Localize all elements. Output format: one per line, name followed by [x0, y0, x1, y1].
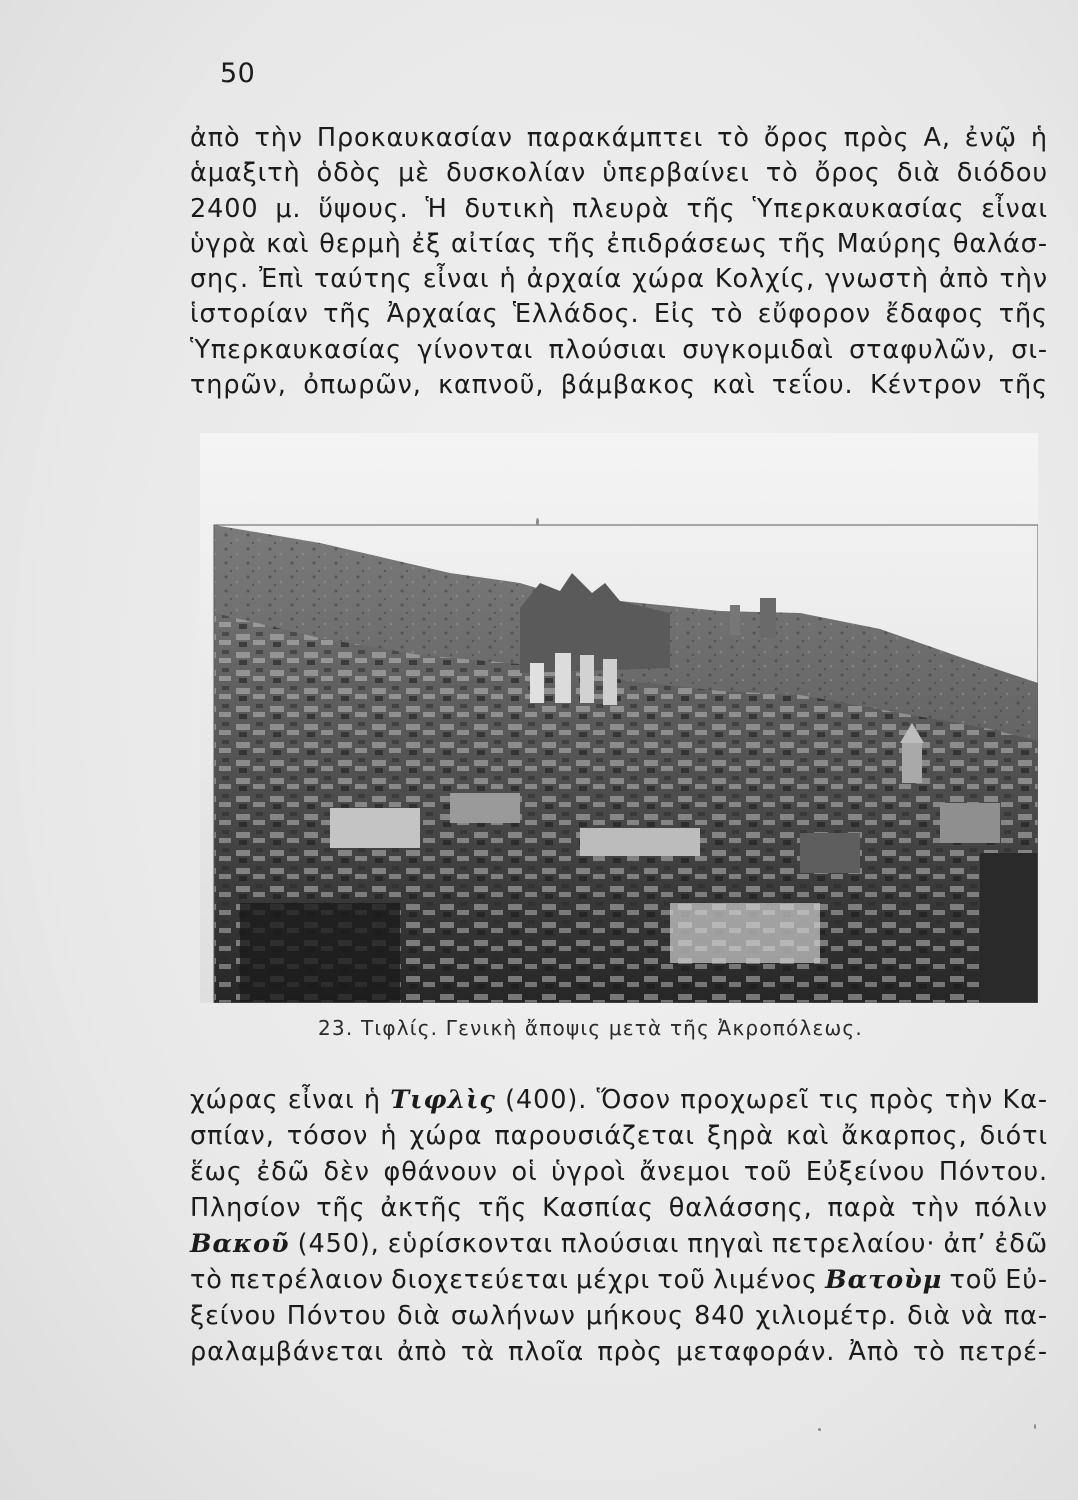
word: ξηρὰ	[707, 1121, 774, 1151]
word: ἀρχαία	[526, 264, 623, 295]
text-line	[190, 297, 1048, 332]
word: Κασπίας	[542, 1193, 654, 1223]
word: ἄκαρπος,	[841, 1121, 968, 1151]
text-line	[190, 1082, 1048, 1118]
word: ἐδῶ	[256, 1157, 310, 1187]
word: λιμένος	[713, 1265, 818, 1295]
word: πρὸς	[597, 1337, 664, 1367]
word: παρουσιάζεται	[494, 1121, 695, 1151]
page-number: 50	[220, 58, 256, 89]
word: χώρα	[409, 1121, 483, 1151]
word: τοῦ	[743, 1157, 793, 1187]
paragraph-bottom	[190, 1082, 1048, 1370]
word: δυτικὴ	[464, 193, 556, 224]
word: σωλήνων	[450, 1301, 576, 1331]
word: διόδου	[956, 158, 1048, 189]
photograph-image	[200, 433, 1038, 1003]
word: ἱστορίαν	[190, 299, 309, 330]
word: Κα-	[1002, 1085, 1048, 1115]
word: τῆς	[998, 299, 1048, 330]
word: ὄρος	[763, 123, 830, 153]
word: Ἀπὸ	[848, 1337, 900, 1367]
text-line	[190, 1118, 1048, 1154]
word: διὰ	[907, 1301, 951, 1331]
word: θαλάσσης,	[668, 1193, 813, 1223]
word: πλευρὰ	[572, 193, 670, 224]
word: βάμβακος	[560, 370, 696, 401]
word: τοῦ	[657, 1265, 706, 1295]
word: Τιφλὶς	[390, 1085, 496, 1115]
word: ὑπερβαίνει	[602, 158, 750, 189]
text-line	[190, 1154, 1048, 1190]
word: διὰ	[896, 158, 941, 189]
word: τῆς	[316, 1193, 366, 1223]
word: καὶ	[712, 370, 756, 401]
word: Εὐξείνου	[805, 1157, 926, 1187]
word: Πόντου	[286, 1301, 387, 1331]
word: (450),	[297, 1229, 380, 1259]
word: Βακοῦ	[190, 1229, 290, 1259]
word: 2400	[190, 193, 259, 224]
word: Βατοὺμ	[825, 1265, 943, 1295]
word: σης.	[190, 264, 249, 295]
word: μὲ	[398, 158, 430, 189]
word: πα-	[1003, 1301, 1048, 1331]
word: πετρέλαιον	[230, 1265, 384, 1295]
word: σταφυλῶν,	[849, 334, 996, 365]
word: θαλάσ-	[952, 228, 1048, 259]
word: Ἀρχαίας	[386, 299, 499, 330]
word: τεΐου.	[771, 370, 854, 401]
paper-speck	[536, 518, 539, 526]
word: τὸ	[717, 123, 750, 153]
word: Ἑλλάδος.	[512, 299, 640, 330]
word: φθάνουν	[383, 1157, 498, 1187]
word: μ.	[275, 193, 302, 224]
text-line	[190, 1190, 1048, 1226]
text-line	[190, 121, 1048, 156]
word: ἕως	[190, 1157, 243, 1187]
word: σπίαν,	[190, 1121, 275, 1151]
word: ἐπιδράσεως	[606, 228, 769, 259]
word: τόσον	[286, 1121, 369, 1151]
word: προχωρεῖ	[680, 1085, 810, 1115]
word: θερμὴ	[319, 228, 402, 259]
word: τοῦ	[949, 1265, 998, 1295]
word: ἐξ	[411, 228, 442, 259]
word: πρὸς	[843, 123, 910, 153]
text-line	[190, 262, 1048, 297]
word: ἡ	[380, 1121, 398, 1151]
word: ταύτης	[313, 264, 413, 295]
word: τις	[818, 1085, 861, 1115]
word: Κέντρον	[869, 370, 983, 401]
word: καπνοῦ,	[438, 370, 545, 401]
word: Ὑπερκαυκασίας	[752, 193, 965, 224]
word: νὰ	[960, 1301, 994, 1331]
paragraph-top	[190, 121, 1048, 403]
word: τῆς	[777, 228, 827, 259]
word: ὁδὸς	[316, 158, 383, 189]
word: Ἡ	[425, 193, 448, 224]
word: παρὰ	[827, 1193, 897, 1223]
word: ἔδαφος	[885, 299, 985, 330]
word: δυσκολίαν	[446, 158, 587, 189]
word: διότι	[979, 1121, 1048, 1151]
word: Εἰς	[653, 299, 697, 330]
word: ἡ	[499, 264, 517, 295]
word: τῆς	[323, 299, 373, 330]
text-line	[190, 1226, 1048, 1262]
word: γνωστὴ	[825, 264, 929, 295]
word: γίνονται	[417, 334, 534, 365]
word: ἀκτῆς	[380, 1193, 464, 1223]
word: ὕψους.	[318, 193, 409, 224]
word: πόλιν	[974, 1193, 1048, 1223]
text-line	[190, 1334, 1048, 1370]
word: μέχρι	[576, 1265, 651, 1295]
word: Ὑπερκαυκασίας	[190, 334, 403, 365]
word: πλούσιαι	[548, 334, 667, 365]
word: (400).	[505, 1085, 588, 1115]
word: παρακάμπτει	[526, 123, 704, 153]
text-line	[190, 1298, 1048, 1334]
word: τὰ	[460, 1337, 495, 1367]
word: ὀπωρῶν,	[303, 370, 422, 401]
word: τὴν	[944, 1085, 994, 1115]
word: εὔφορον	[757, 299, 872, 330]
word: Προκαυκασίαν	[316, 123, 513, 153]
word: δὲν	[323, 1157, 370, 1187]
word: μήκους	[585, 1301, 685, 1331]
word: διοχετεύεται	[391, 1265, 569, 1295]
word: Α,	[923, 123, 951, 153]
word: διὰ	[397, 1301, 441, 1331]
word: εἶναι	[422, 264, 490, 295]
text-line	[190, 192, 1048, 227]
word: τὸ	[912, 1337, 946, 1367]
word: ἡ	[1030, 123, 1048, 153]
word: τῆς	[547, 228, 597, 259]
word: τῆς	[478, 1193, 528, 1223]
word: Ἐπὶ	[259, 264, 304, 295]
figure-caption: 23. Τιφλίς. Γενικὴ ἄποψις μετὰ τῆς Ἀκροπόλεως.	[318, 1016, 863, 1040]
word: πετρέ-	[958, 1337, 1048, 1367]
word: ὄρος	[814, 158, 881, 189]
word: ὑγροὶ	[551, 1157, 626, 1187]
word: χιλιομέτρ.	[755, 1301, 897, 1331]
word: Πλησίον	[190, 1193, 302, 1223]
word: τὸ	[710, 299, 744, 330]
word: Μαύρης	[836, 228, 944, 259]
word: πετρελαίου·	[772, 1229, 936, 1259]
word: ὑγρὰ	[190, 228, 257, 259]
word: εὑρίσκονται	[387, 1229, 553, 1259]
word: ἁμαξιτὴ	[190, 158, 301, 189]
word: ξείνου	[190, 1301, 277, 1331]
word: αἰτίας	[451, 228, 538, 259]
word: ἡ	[363, 1085, 381, 1115]
word: πλοῖα	[508, 1337, 585, 1367]
word: εἶναι	[981, 193, 1048, 224]
word: τὸ	[190, 1265, 223, 1295]
word: ἄνεμοι	[639, 1157, 731, 1187]
word: ἐδῶ	[994, 1229, 1048, 1259]
word: ἀπὸ	[397, 1337, 448, 1367]
word: 840	[694, 1301, 746, 1331]
word: ἀπ’	[943, 1229, 987, 1259]
word: πλούσιαι	[561, 1229, 680, 1259]
word: συγκομιδαὶ	[682, 334, 834, 365]
word: πηγαὶ	[687, 1229, 764, 1259]
word: καὶ	[786, 1121, 830, 1151]
word: χώρα	[632, 264, 705, 295]
word: ραλαμβάνεται	[190, 1337, 384, 1367]
word: τῆς	[686, 193, 736, 224]
word: τὴν	[254, 123, 303, 153]
word: μεταφοράν.	[676, 1337, 836, 1367]
paper-speck	[818, 1428, 821, 1431]
word: τὸ	[765, 158, 799, 189]
word: Πόντου.	[938, 1157, 1048, 1187]
text-line	[190, 1262, 1048, 1298]
text-line	[190, 368, 1048, 403]
word: τὴν	[999, 264, 1048, 295]
word: καὶ	[266, 228, 310, 259]
word: Κολχίς,	[714, 264, 816, 295]
word: οἱ	[511, 1157, 538, 1187]
word: τὴν	[911, 1193, 960, 1223]
word: ἐνῷ	[964, 123, 1017, 153]
text-line	[190, 333, 1048, 368]
word: ἀπὸ	[938, 264, 990, 295]
word: τῆς	[998, 370, 1048, 401]
text-line	[190, 156, 1048, 191]
word: Εὐ-	[1005, 1265, 1048, 1295]
photograph-tiflis	[200, 433, 1038, 1003]
word: Ὅσον	[596, 1085, 671, 1115]
word: ἀπὸ	[190, 123, 241, 153]
word: εἶναι	[287, 1085, 355, 1115]
word: πρὸς	[869, 1085, 936, 1115]
word: χώρας	[190, 1085, 279, 1115]
word: τηρῶν,	[190, 370, 287, 401]
paper-speck	[1034, 1424, 1036, 1429]
word: σι-	[1011, 334, 1048, 365]
text-line	[190, 227, 1048, 262]
